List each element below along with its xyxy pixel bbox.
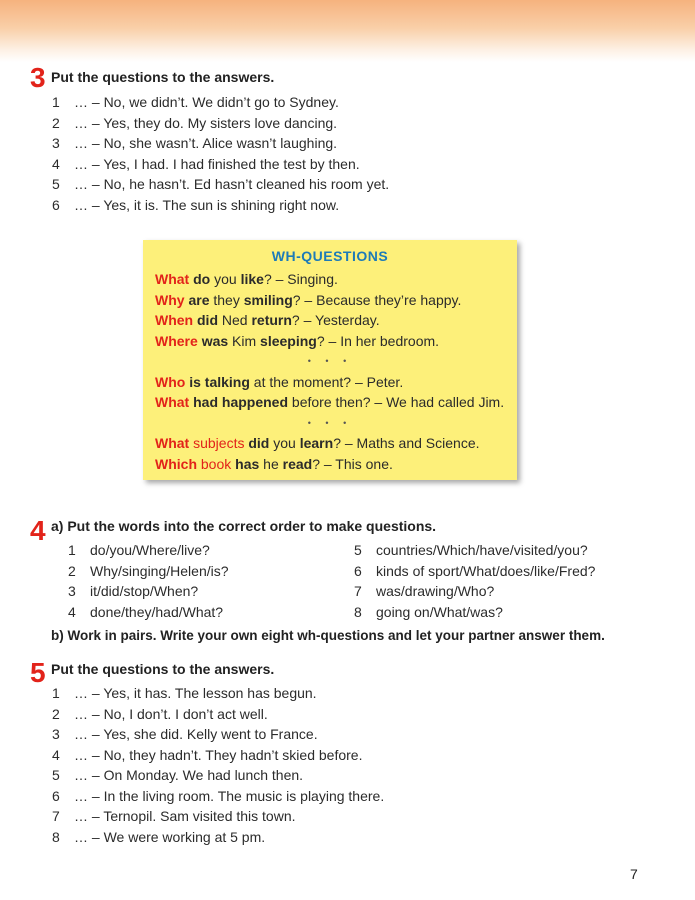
- list-item: [52, 704, 384, 725]
- item-number: 3: [68, 583, 76, 599]
- subject: Ned: [218, 312, 252, 328]
- list-item: [52, 745, 384, 766]
- subject: you: [269, 435, 300, 451]
- subject: you: [210, 271, 241, 287]
- noun: subjects: [193, 435, 245, 451]
- example-line: [155, 269, 505, 290]
- list-item: [68, 602, 229, 623]
- wh-word: When: [155, 312, 194, 328]
- item-text: … – No, she wasn’t. Alice wasn’t laughing.: [74, 135, 338, 151]
- item-text: … – Yes, she did. Kelly went to France.: [74, 726, 318, 742]
- item-number: 2: [68, 562, 76, 579]
- answer: ? – This one.: [312, 455, 393, 472]
- list-item: [52, 113, 389, 134]
- wh-word: What: [155, 271, 190, 287]
- verb: learn: [299, 435, 334, 451]
- auxiliary: was: [201, 332, 229, 349]
- item-number: 8: [52, 828, 60, 845]
- verb: like: [240, 271, 264, 287]
- exercise-4-number: 4: [30, 515, 46, 546]
- wh-word: Who: [155, 373, 186, 390]
- list-item: [354, 561, 595, 582]
- list-item: [68, 581, 229, 602]
- auxiliary: is talking: [189, 373, 250, 390]
- exercise-3-instruction: Put the questions to the answers.: [51, 69, 275, 85]
- list-item: [68, 561, 229, 582]
- exercise-5-instruction: Put the questions to the answers.: [51, 661, 275, 677]
- item-number: 2: [52, 114, 60, 131]
- wh-word: What: [155, 435, 190, 451]
- example-line: [155, 331, 505, 352]
- auxiliary: had happened: [193, 394, 289, 410]
- list-item: [52, 133, 389, 154]
- exercise-4-right-list: [354, 540, 595, 622]
- list-item: [52, 724, 384, 745]
- list-item: [52, 683, 384, 704]
- item-number: 1: [52, 94, 60, 110]
- list-item: [52, 827, 384, 848]
- auxiliary: do: [193, 271, 211, 287]
- list-item: [354, 540, 595, 561]
- item-text: … – Ternopil. Sam visited this town.: [74, 808, 296, 824]
- answer: ? – Yesterday.: [291, 312, 380, 328]
- header-band: [0, 0, 695, 62]
- noun: book: [200, 455, 232, 472]
- item-text: done/they/had/What?: [90, 603, 224, 620]
- page-number: 7: [630, 866, 638, 882]
- exercise-4-left-list: [68, 540, 229, 622]
- item-number: 1: [68, 542, 76, 558]
- item-number: 4: [52, 746, 60, 763]
- exercise-3-number: 3: [30, 62, 46, 93]
- item-text: … – No, we didn’t. We didn’t go to Sydney.: [74, 94, 339, 110]
- answer: at the moment? – Peter.: [249, 373, 404, 390]
- item-number: 6: [52, 787, 60, 804]
- item-number: 2: [52, 705, 60, 722]
- box-examples: [155, 269, 505, 474]
- example-line: [155, 454, 505, 475]
- item-number: 8: [354, 603, 362, 620]
- item-number: 6: [52, 196, 60, 213]
- item-text: kinds of sport/What/does/like/Fred?: [376, 562, 596, 579]
- item-number: 4: [68, 603, 76, 620]
- example-line: [155, 372, 505, 393]
- item-number: 4: [52, 155, 60, 172]
- wh-word: What: [155, 394, 190, 410]
- wh-word: Which: [155, 455, 197, 472]
- wh-word: Where: [155, 332, 198, 349]
- list-item: [52, 195, 389, 216]
- example-line: [155, 392, 505, 413]
- list-item: [52, 154, 389, 175]
- box-title: WH-QUESTIONS: [271, 248, 389, 264]
- item-number: 3: [52, 726, 60, 742]
- list-item: [52, 786, 384, 807]
- item-number: 5: [354, 542, 362, 558]
- list-item: [354, 602, 595, 623]
- item-text: … – On Monday. We had lunch then.: [74, 767, 304, 783]
- list-item: [52, 806, 384, 827]
- subject: he: [259, 455, 283, 472]
- item-number: 5: [52, 767, 60, 783]
- item-number: 1: [52, 685, 60, 701]
- verb: smiling: [243, 291, 293, 308]
- list-item: [354, 581, 595, 602]
- item-text: … – In the living room. The music is playing there.: [74, 787, 385, 804]
- list-item: [52, 174, 389, 195]
- separator: • • •: [307, 417, 353, 428]
- item-text: … – Yes, they do. My sisters love dancing.: [74, 114, 338, 131]
- answer: ? – Because they’re happy.: [292, 291, 462, 308]
- item-text: do/you/Where/live?: [90, 542, 210, 558]
- item-text: countries/Which/have/visited/you?: [376, 542, 588, 558]
- item-text: … – No, I don’t. I don’t act well.: [74, 705, 268, 722]
- example-line: [155, 290, 505, 311]
- item-text: … – Yes, it is. The sun is shining right now.: [74, 196, 340, 213]
- list-item: [52, 92, 389, 113]
- example-line: [155, 433, 505, 454]
- item-text: … – No, they hadn’t. They hadn’t skied before.: [74, 746, 363, 763]
- wh-word: Why: [155, 291, 185, 308]
- subject: they: [209, 291, 244, 308]
- item-text: it/did/stop/When?: [90, 583, 199, 599]
- answer: ? – Singing.: [263, 271, 338, 287]
- exercise-5-list: [52, 683, 384, 847]
- separator: • • •: [307, 356, 353, 366]
- verb: sleeping: [260, 332, 317, 349]
- auxiliary: did: [248, 435, 270, 451]
- item-number: 7: [354, 583, 362, 599]
- subject: Kim: [228, 332, 261, 349]
- wh-questions-box: [143, 240, 517, 480]
- item-text: … – No, he hasn’t. Ed hasn’t cleaned his room yet.: [74, 176, 390, 192]
- item-number: 6: [354, 562, 362, 579]
- item-number: 3: [52, 135, 60, 151]
- item-text: was/drawing/Who?: [376, 583, 495, 599]
- item-text: going on/What/was?: [376, 603, 503, 620]
- exercise-4a-instruction: a) Put the words into the correct order to make questions.: [51, 518, 437, 534]
- item-number: 5: [52, 176, 60, 192]
- auxiliary: did: [197, 312, 218, 328]
- item-number: 7: [52, 808, 60, 824]
- item-text: … – Yes, I had. I had finished the test by then.: [74, 155, 360, 172]
- exercise-5-number: 5: [30, 657, 46, 688]
- answer: before then? – We had called Jim.: [288, 394, 505, 410]
- exercise-4b-instruction: b) Work in pairs. Write your own eight wh-questions and let your partner answer them.: [51, 628, 605, 643]
- answer: ? – Maths and Science.: [333, 435, 480, 451]
- item-text: Why/singing/Helen/is?: [90, 562, 229, 579]
- exercise-3-list: [52, 92, 389, 215]
- answer: ? – In her bedroom.: [316, 332, 440, 349]
- verb: read: [282, 455, 313, 472]
- auxiliary: has: [235, 455, 260, 472]
- example-line: [155, 310, 505, 331]
- verb: return: [251, 312, 292, 328]
- list-item: [68, 540, 229, 561]
- auxiliary: are: [188, 291, 210, 308]
- list-item: [52, 765, 384, 786]
- item-text: … – We were working at 5 pm.: [74, 828, 266, 845]
- item-text: … – Yes, it has. The lesson has begun.: [74, 685, 317, 701]
